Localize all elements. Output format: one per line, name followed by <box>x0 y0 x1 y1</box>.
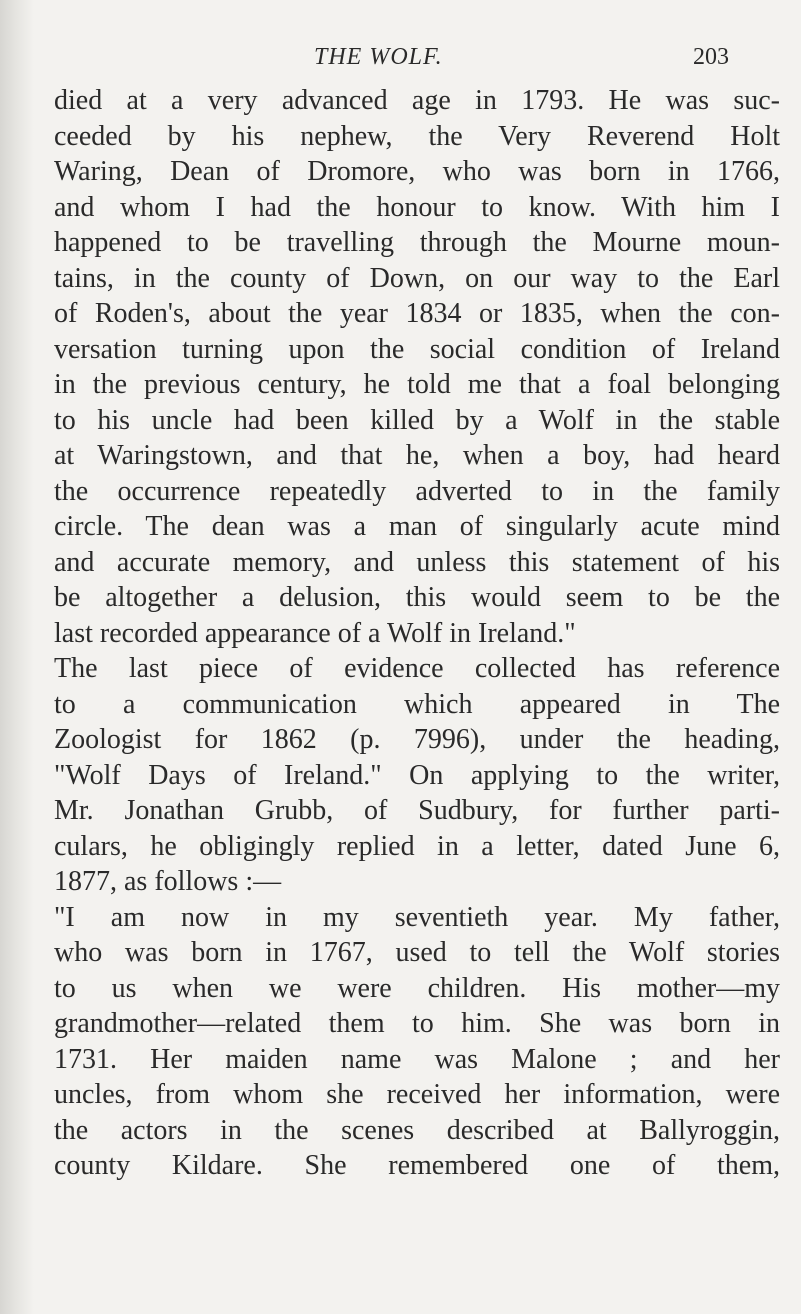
text-line: be altogether a delusion, this would seem to be the <box>54 582 780 613</box>
text-line: who was born in 1767, used to tell the Wolf stories <box>54 937 780 968</box>
text-line: the occurrence repeatedly adverted to in the family <box>54 475 780 507</box>
text-line: uncles, from whom she received her information, were <box>54 1079 780 1110</box>
text-line: Mr. Jonathan Grubb, of Sudbury, for further parti- <box>54 795 780 826</box>
text-line: 1731. Her maiden name was Malone ; and her <box>54 1043 780 1075</box>
text-line: 1877, as follows :— <box>54 866 282 897</box>
text-line: county Kildare. She remembered one of them, <box>54 1150 780 1181</box>
text-line: to a communication which appeared in The <box>54 688 780 720</box>
text-line: culars, he obligingly replied in a letter, dated June 6, <box>54 830 780 862</box>
text-line: the actors in the scenes described at Ballyroggin, <box>54 1114 780 1146</box>
text-line: and accurate memory, and unless this statement of his <box>54 546 780 578</box>
text-line: ceeded by his nephew, the Very Reverend Holt <box>54 120 780 152</box>
text-line: "Wolf Days of Ireland." On applying to the writer, <box>54 759 780 791</box>
text-line: to his uncle had been killed by a Wolf in the stable <box>54 404 780 436</box>
body-text <box>54 83 780 1184</box>
text-line: Zoologist for 1862 (p. 7996), under the heading, <box>54 724 780 755</box>
text-line: "I am now in my seventieth year. My father, <box>54 901 780 933</box>
text-line: versation turning upon the social condition of Ireland <box>54 333 780 365</box>
text-line: in the previous century, he told me that a foal belonging <box>54 369 780 400</box>
text-line: of Roden's, about the year 1834 or 1835, when the con- <box>54 298 780 329</box>
text-line: at Waringstown, and that he, when a boy, had heard <box>54 440 780 471</box>
text-line: last recorded appearance of a Wolf in Ireland." <box>54 617 576 649</box>
text-line: The last piece of evidence collected has reference <box>54 653 780 684</box>
text-line: and whom I had the honour to know. With him I <box>54 191 780 223</box>
text-line: grandmother—related them to him. She was born in <box>54 1008 780 1039</box>
running-title: THE WOLF. <box>314 44 443 70</box>
text-line: to us when we were children. His mother—my <box>54 972 780 1004</box>
text-line: tains, in the county of Down, on our way to the Earl <box>54 262 780 294</box>
running-head <box>0 44 801 74</box>
text-line: circle. The dean was a man of singularly acute mind <box>54 511 780 542</box>
text-line: happened to be travelling through the Mourne moun- <box>54 227 780 258</box>
page-number: 203 <box>693 44 729 70</box>
binding-gutter <box>0 0 34 1314</box>
text-line: died at a very advanced age in 1793. He was suc- <box>54 85 780 116</box>
text-line: Waring, Dean of Dromore, who was born in 1766, <box>54 156 780 187</box>
